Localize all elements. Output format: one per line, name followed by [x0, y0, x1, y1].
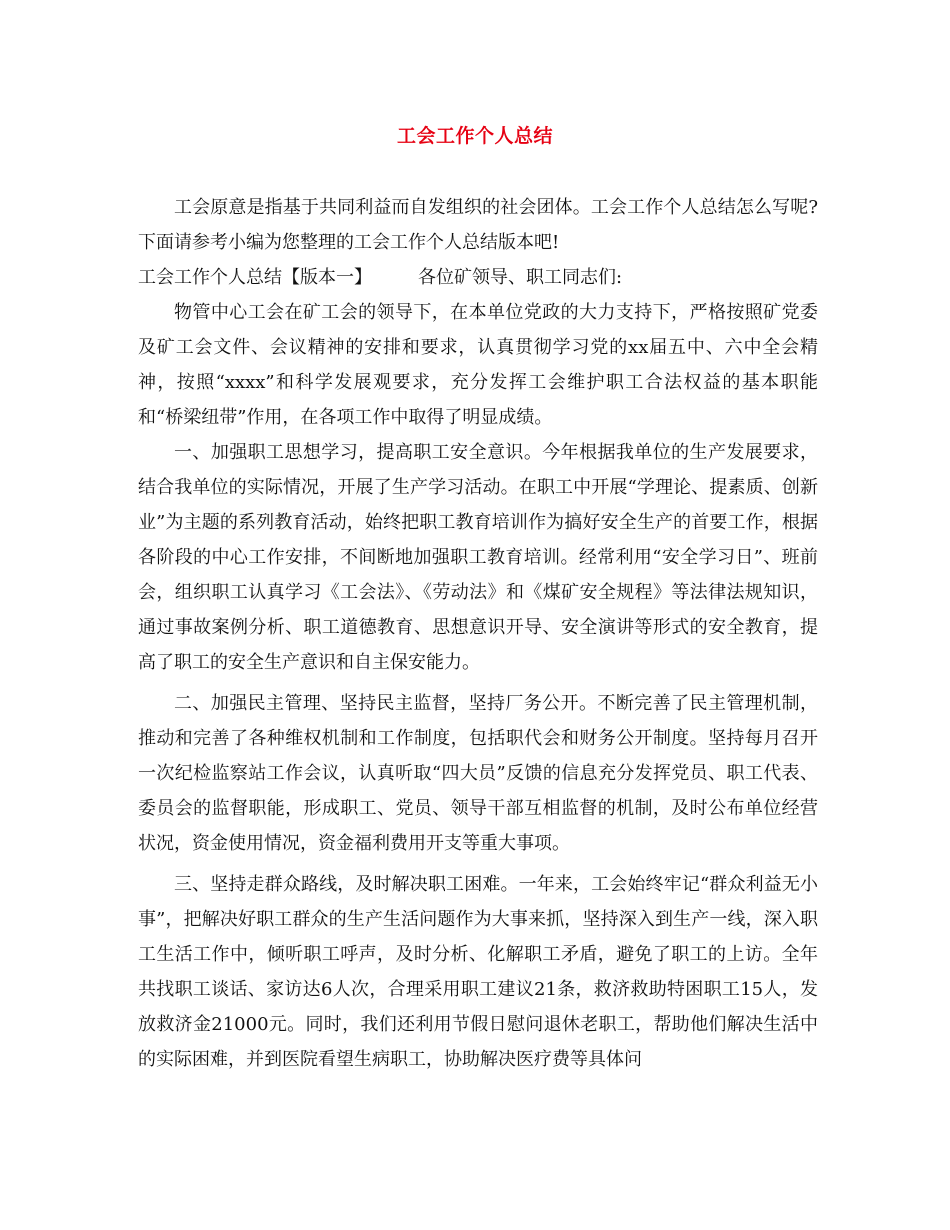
- body-paragraph-3: 二、加强民主管理、坚持民主监督，坚持厂务公开。不断完善了民主管理机制，推动和完善了各种维权机制和工作制度，包括职代会和财务公开制度。坚持每月召开一次纪检监察站工作会议，认真听取“四大员”反馈的信息充分发挥党员、职工代表、委员会的监督职能，形成职工、党员、领导干部互相监督的机制，及时公布单位经营状况，资金使用情况，资金福利费用开支等重大事项。: [138, 693, 818, 854]
- body-paragraph-4: 三、坚持走群众路线，及时解决职工困难。一年来，工会始终牢记“群众利益无小事”，把解决好职工群众的生产生活问题作为大事来抓，坚持深入到生产一线，深入职工生活工作中，倾听职工呼声，及时分析、化解职工矛盾，避免了职工的上访。全年共找职工谈话、家访达6人次，合理采用职工建议21条，救济救助特困职工15人，发放救济金21000元。同时，我们还利用节假日慰问退休老职工，帮助他们解决生活中的实际困难，并到医院看望生病职工，协助解决医疗费等具体问: [138, 874, 818, 1070]
- salutation: 各位矿领导、职工同志们:: [418, 267, 623, 288]
- document-body: [138, 190, 818, 1077]
- body-paragraph-2: 一、加强职工思想学习，提高职工安全意识。今年根据我单位的生产发展要求，结合我单位的实际情况，开展了生产学习活动。在职工中开展“学理论、提素质、创新业”为主题的系列教育活动，始终把职工教育培训作为搞好安全生产的首要工作，根据各阶段的中心工作安排，不间断地加强职工教育培训。经常利用“安全学习日”、班前会，组织职工认真学习《工会法》、《劳动法》和《煤矿安全规程》等法律法规知识，通过事故案例分析、职工道德教育、思想意识开导、安全演讲等形式的安全教育，提高了职工的安全生产意识和自主保安能力。: [138, 442, 818, 673]
- version-heading: 工会工作个人总结【版本一】: [138, 267, 372, 288]
- document-title: 工会工作个人总结: [396, 125, 553, 147]
- body-paragraph-1: 物管中心工会在矿工会的领导下，在本单位党政的大力支持下，严格按照矿党委及矿工会文件、会议精神的安排和要求，认真贯彻学习党的xx届五中、六中全会精神，按照“xxxx”和科学发展观要求，充分发挥工会维护职工合法权益的基本职能和“桥梁纽带”作用，在各项工作中取得了明显成绩。: [138, 302, 818, 428]
- version-heading-line: [138, 260, 818, 295]
- intro-paragraph: 工会原意是指基于共同利益而自发组织的社会团体。工会工作个人总结怎么写呢?下面请参考小编为您整理的工会工作个人总结版本吧!: [138, 197, 818, 253]
